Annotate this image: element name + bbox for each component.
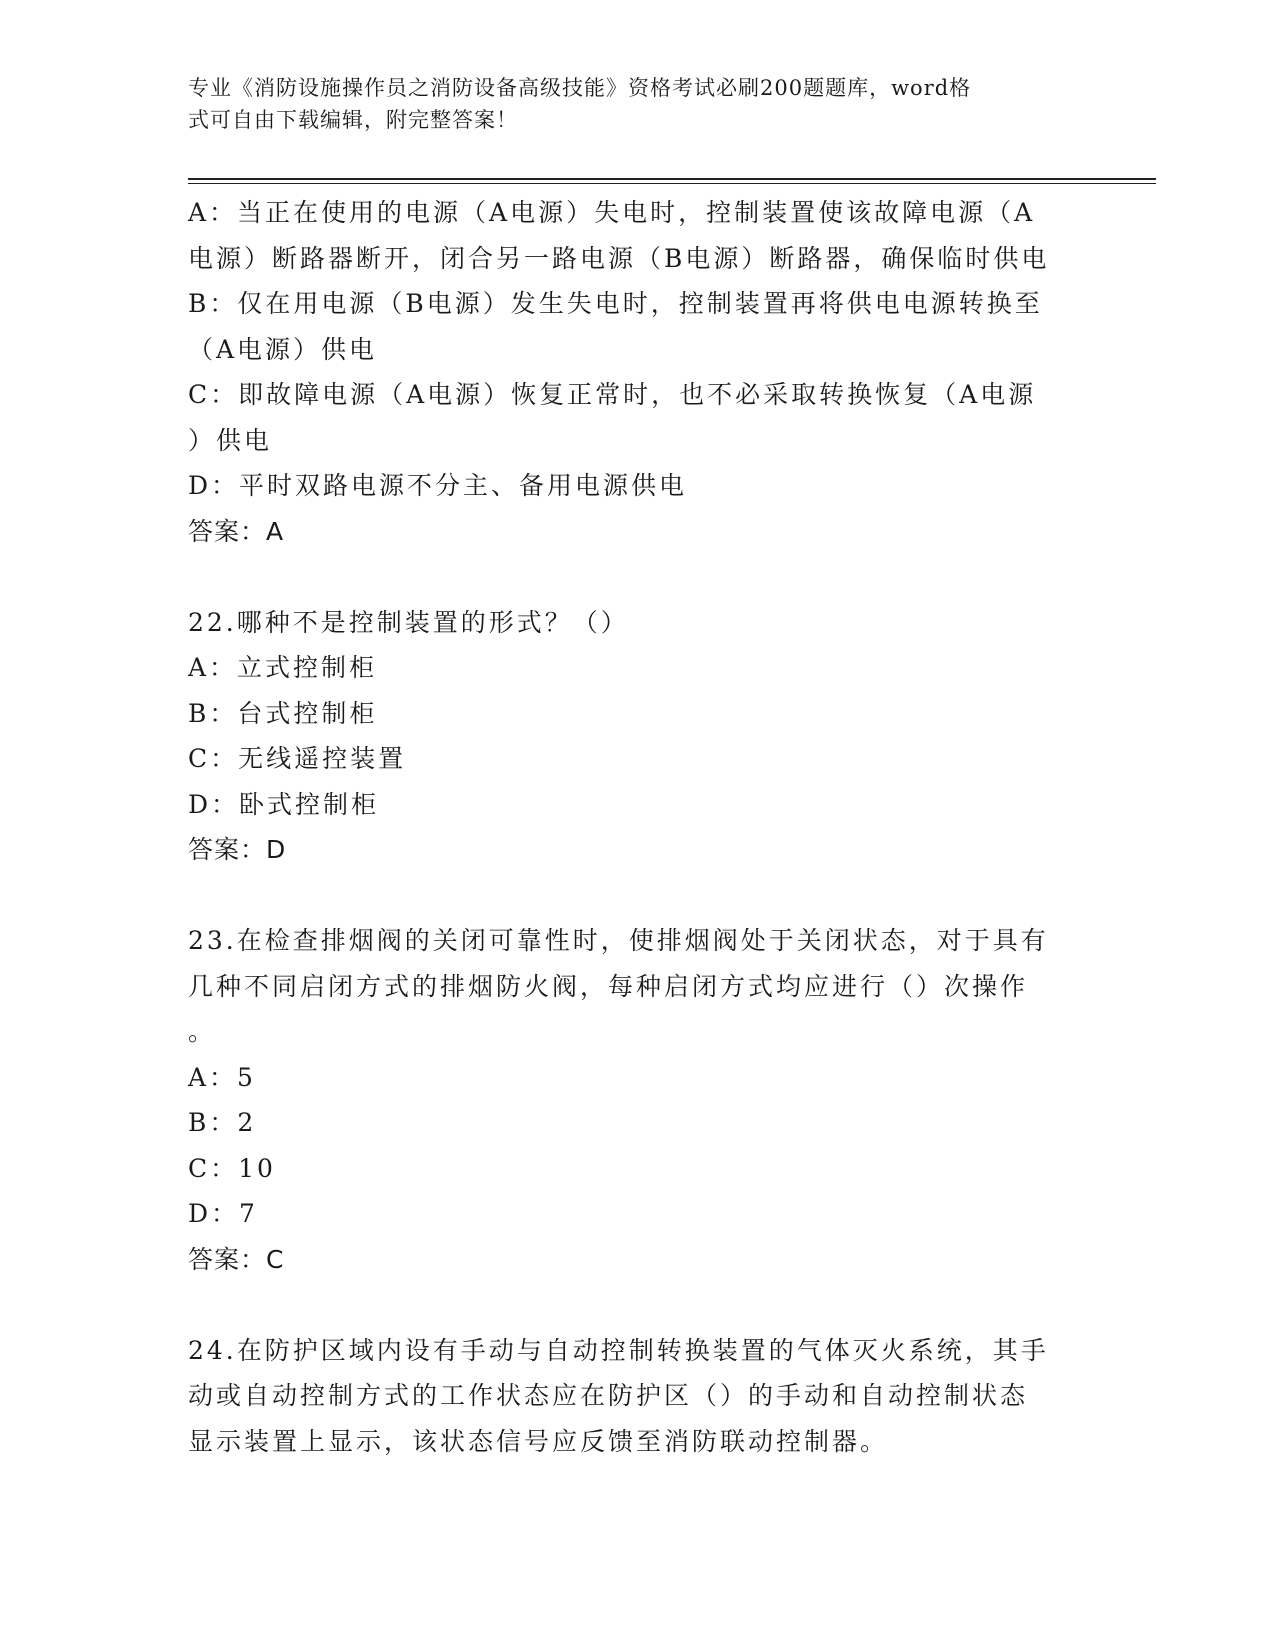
answer-label: 答案：C [188, 1244, 285, 1274]
option-d: D：平时双路电源不分主、备用电源供电 [188, 471, 688, 500]
question-gap [188, 873, 1088, 919]
question-21 [188, 190, 1088, 554]
option-c: C：10 [188, 1153, 276, 1183]
question-22 [188, 600, 1088, 873]
option-c: C：无线遥控装置 [188, 744, 407, 773]
option-c-line-1: C：即故障电源（A电源）恢复正常时，也不必采取转换恢复（A电源 [188, 380, 1037, 409]
option-a: A：5 [188, 1062, 256, 1092]
header-title-line-1: 专业《消防设施操作员之消防设备高级技能》资格考试必刷200题题库，word格 [188, 76, 972, 100]
answer-label: 答案：D [188, 835, 287, 864]
header-divider-thin [188, 183, 1156, 184]
option-a-line-2: 电源）断路器断开，闭合另一路电源（B电源）断路器，确保临时供电 [188, 243, 1050, 273]
option-d: D：卧式控制柜 [188, 789, 380, 819]
question-list [188, 190, 1088, 1464]
question-gap [188, 1282, 1088, 1328]
option-a: A：立式控制柜 [188, 653, 378, 682]
option-b-line-2: （A电源）供电 [188, 334, 378, 364]
question-23 [188, 918, 1088, 1282]
answer-label: 答案：A [188, 516, 285, 546]
question-24 [188, 1328, 1088, 1465]
question-text: 22.哪种不是控制装置的形式？（） [188, 607, 629, 637]
question-text-line-2: 几种不同启闭方式的排烟防火阀，每种启闭方式均应进行（）次操作 [188, 971, 1029, 1001]
header-divider-thick [188, 178, 1156, 180]
question-text-line-2: 动或自动控制方式的工作状态应在防护区（）的手动和自动控制状态 [188, 1381, 1029, 1410]
option-b-line-1: B：仅在用电源（B电源）发生失电时，控制装置再将供电电源转换至 [188, 289, 1043, 318]
option-d: D：7 [188, 1199, 258, 1228]
document-header [188, 72, 1068, 136]
option-b: B：2 [188, 1108, 257, 1137]
question-gap [188, 554, 1088, 600]
question-text-line-3: 。 [188, 1017, 217, 1046]
option-a-line-1: A：当正在使用的电源（A电源）失电时，控制装置使该故障电源（A [188, 198, 1036, 227]
option-c-line-2: ）供电 [188, 425, 273, 455]
option-b: B：台式控制柜 [188, 698, 378, 728]
question-text-line-1: 24.在防护区域内设有手动与自动控制转换装置的气体灭火系统，其手 [188, 1335, 1049, 1365]
question-text-line-1: 23.在检查排烟阀的关闭可靠性时，使排烟阀处于关闭状态，对于具有 [188, 926, 1049, 955]
header-title-line-2: 式可自由下载编辑，附完整答案！ [188, 108, 518, 132]
question-text-line-3: 显示装置上显示，该状态信号应反馈至消防联动控制器。 [188, 1426, 889, 1456]
